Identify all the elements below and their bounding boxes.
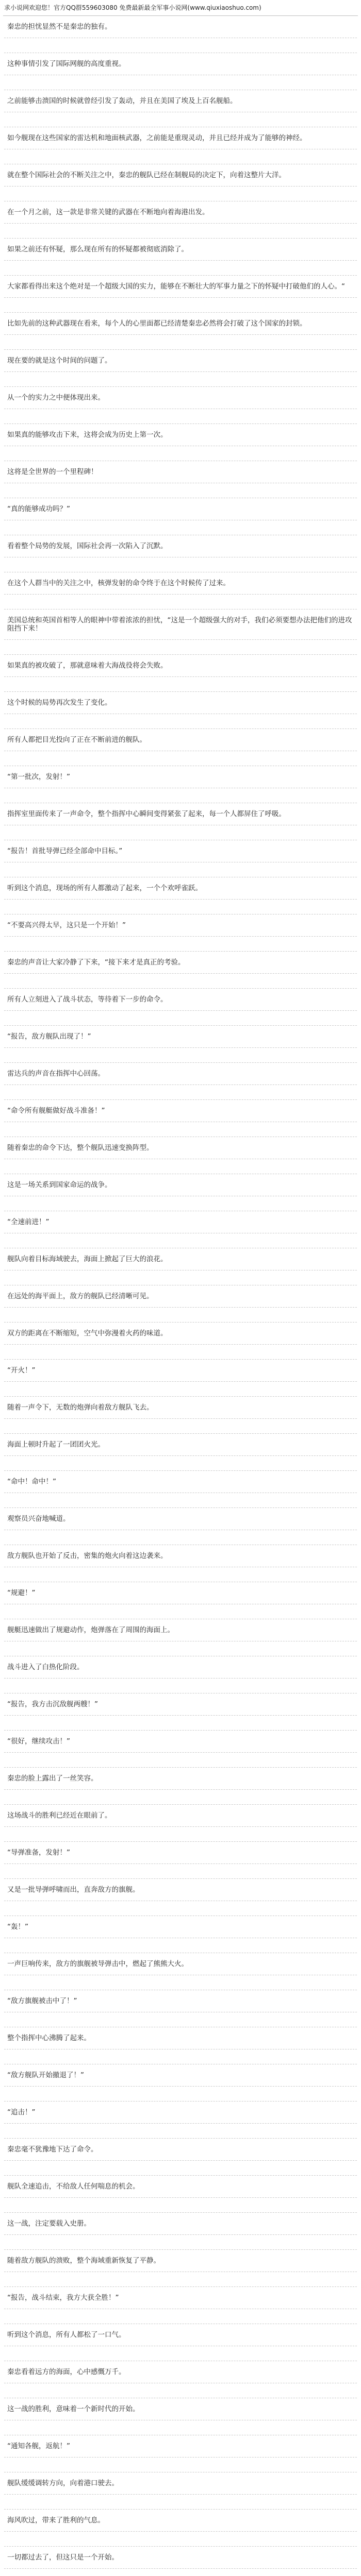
paragraph: 指挥室里面传来了一声命令，整个指挥中心瞬间变得紧张了起来，每一个人都屏住了呼吸。: [4, 803, 357, 825]
paragraph-spacer: [4, 1270, 357, 1285]
paragraph: 海面上顿时升起了一团团火光。: [4, 1434, 357, 1456]
paragraph: “报告，敌方舰队出现了！”: [4, 1026, 357, 1048]
paragraph-spacer: [4, 974, 357, 989]
paragraph: “导弹准备，发射！”: [4, 1842, 357, 1864]
paragraph: “规避！”: [4, 1582, 357, 1604]
paragraph-spacer: [4, 2309, 357, 2324]
paragraph-spacer: [4, 1456, 357, 1471]
paragraph: 在一个月之前，这一款是非常关键的武器在不断地向着海港出发。: [4, 201, 357, 224]
paragraph: 一声巨响传来，敌方的旗舰被导弹击中，燃起了熊熊大火。: [4, 1953, 357, 1975]
paragraph: 秦忠的声音让大家冷静了下来，“接下来才是真正的考验。: [4, 952, 357, 974]
paragraph: 战斗进入了白热化阶段。: [4, 1656, 357, 1679]
paragraph-spacer: [4, 1308, 357, 1323]
paragraph: 秦忠看着远方的海面，心中感慨万千。: [4, 2361, 357, 2383]
paragraph: 所有人立刻进入了战斗状态，等待着下一步的命令。: [4, 989, 357, 1011]
paragraph: 舰队全速追击，不给敌人任何喘息的机会。: [4, 2176, 357, 2198]
paragraph-spacer: [4, 483, 357, 498]
paragraph: 如今舰现在这些国家的雷达机和地面核武器，之前能是重现灵动，并且已经并成为了能够的神经。: [4, 127, 357, 149]
paragraph: “敌方舰队开始撤退了！”: [4, 2064, 357, 2087]
paragraph: 这一战的胜利，意味着一个新时代的开始。: [4, 2398, 357, 2420]
paragraph-spacer: [4, 825, 357, 840]
paragraph-spacer: [4, 38, 357, 53]
paragraph: 秦忠的脸上露出了一丝笑容。: [4, 1768, 357, 1790]
paragraph-spacer: [4, 520, 357, 535]
paragraph-spacer: [4, 1233, 357, 1248]
paragraph-spacer: [4, 1901, 357, 1916]
paragraph: 这场战斗的胜利已经近在眼前了。: [4, 1805, 357, 1827]
paragraph: 随着敌方舰队的溃败，整个海域重新恢复了平静。: [4, 2250, 357, 2272]
paragraph: 舰队缓缓调转方向，向着港口驶去。: [4, 2472, 357, 2495]
paragraph-spacer: [4, 1679, 357, 1693]
paragraph-spacer: [4, 1864, 357, 1879]
paragraph: “命令所有舰艇做好战斗准备！”: [4, 1100, 357, 1122]
paragraph-spacer: [4, 937, 357, 952]
paragraph-spacer: [4, 372, 357, 387]
paragraph-spacer: [4, 1085, 357, 1100]
paragraph: “全速前进！”: [4, 1211, 357, 1233]
paragraph-spacer: [4, 2383, 357, 2398]
paragraph-spacer: [4, 1790, 357, 1805]
paragraph: 观察员兴奋地喊道。: [4, 1508, 357, 1530]
paragraph-spacer: [4, 187, 357, 201]
paragraph-spacer: [4, 1382, 357, 1397]
paragraph: “真的能够成功吗？”: [4, 498, 357, 520]
paragraph-spacer: [4, 640, 357, 655]
paragraph-spacer: [4, 2272, 357, 2287]
paragraph-spacer: [4, 1938, 357, 1953]
paragraph: 这个时候的局势再次发生了变化。: [4, 692, 357, 714]
paragraph-spacer: [4, 224, 357, 239]
paragraph: “命中！命中！”: [4, 1471, 357, 1493]
paragraph: “追击！”: [4, 2102, 357, 2124]
paragraph: 这将是全世界的一个里程碑！: [4, 461, 357, 483]
paragraph: “敌方旗舰被击中了！”: [4, 1990, 357, 2012]
paragraph: 一切都过去了，但这只是一个开始。: [4, 2547, 357, 2569]
paragraph: 这种事情引发了国际网舰的高度重视。: [4, 53, 357, 75]
paragraph: “第一批次，发射！”: [4, 766, 357, 788]
paragraph: “报告，我方击沉敌舰两艘！”: [4, 1693, 357, 1716]
paragraph: 就在整个国际社会的不断关注之中，秦忠的舰队已经在制舰局的决定下，向着这整片大洋。: [4, 164, 357, 187]
paragraph-spacer: [4, 751, 357, 766]
paragraph-spacer: [4, 1159, 357, 1174]
paragraph: “开火！”: [4, 1360, 357, 1382]
paragraph-spacer: [4, 409, 357, 424]
paragraph-spacer: [4, 714, 357, 729]
paragraph: 随着一声令下，无数的炮弹向着敌方舰队飞去。: [4, 1397, 357, 1419]
paragraph: 双方的距离在不断缩短，空气中弥漫着火药的味道。: [4, 1323, 357, 1345]
paragraph-spacer: [4, 298, 357, 313]
paragraph-spacer: [4, 2124, 357, 2139]
paragraph: 现在要的就是这个时间的问题了。: [4, 350, 357, 372]
paragraph-spacer: [4, 2087, 357, 2102]
paragraph-spacer: [4, 1975, 357, 1990]
paragraph-spacer: [4, 446, 357, 461]
paragraph: 在这个人群当中的关注之中，核弹发射的命令终于在这个时候传了过来。: [4, 572, 357, 595]
paragraph: 舰队向着目标海域驶去，海面上掀起了巨大的浪花。: [4, 1248, 357, 1270]
paragraph-spacer: [4, 2569, 357, 2576]
paragraph-spacer: [4, 1530, 357, 1545]
paragraph: 大家都看得出来这个绝对是一个超级大国的实力，能够在不断壮大的军事力量之下的怀疑中打破他们的人心。“: [4, 276, 357, 298]
chapter-content: [0, 16, 361, 2576]
paragraph-spacer: [4, 557, 357, 572]
paragraph-spacer: [4, 1641, 357, 1656]
paragraph-spacer: [4, 1716, 357, 1731]
paragraph-spacer: [4, 2012, 357, 2027]
paragraph-spacer: [4, 1122, 357, 1137]
paragraph: 之前能够击溃国的时候就曾经引发了轰动，并且在美国了埃及上百名舰船。: [4, 90, 357, 112]
paragraph: 这是一场关系到国家命运的战争。: [4, 1174, 357, 1196]
paragraph-spacer: [4, 149, 357, 164]
paragraph-spacer: [4, 1567, 357, 1582]
paragraph-spacer: [4, 1753, 357, 1768]
paragraph: 舰艇迅速做出了规避动作，炮弹落在了周围的海面上。: [4, 1619, 357, 1641]
paragraph: 如果之前还有怀疑，那么现在所有的怀疑都被彻底消除了。: [4, 239, 357, 261]
paragraph-spacer: [4, 1345, 357, 1360]
paragraph: “轰！”: [4, 1916, 357, 1938]
paragraph-spacer: [4, 1419, 357, 1434]
paragraph: 秦忠毫不犹豫地下达了命令。: [4, 2139, 357, 2161]
paragraph-spacer: [4, 677, 357, 692]
paragraph: 所有人都把目光投向了正在不断前进的舰队。: [4, 729, 357, 751]
paragraph-spacer: [4, 1196, 357, 1211]
paragraph-spacer: [4, 788, 357, 803]
paragraph-spacer: [4, 2235, 357, 2250]
paragraph: 海风吹过，带来了胜利的气息。: [4, 2510, 357, 2532]
paragraph: 从一个的实力之中便体现出来。: [4, 387, 357, 409]
paragraph: 这一战，注定要载入史册。: [4, 2213, 357, 2235]
paragraph: “很好，继续攻击！”: [4, 1731, 357, 1753]
paragraph-spacer: [4, 2495, 357, 2510]
paragraph-spacer: [4, 335, 357, 350]
paragraph-spacer: [4, 75, 357, 90]
paragraph-spacer: [4, 1604, 357, 1619]
paragraph-spacer: [4, 1827, 357, 1842]
paragraph-spacer: [4, 900, 357, 914]
paragraph-spacer: [4, 261, 357, 276]
paragraph: “报告，战斗结束，我方大获全胜！”: [4, 2287, 357, 2309]
paragraph: 又是一批导弹呼啸而出，直奔敌方的旗舰。: [4, 1879, 357, 1901]
paragraph-spacer: [4, 1493, 357, 1508]
paragraph: 如果真的被攻破了，那就意味着大海战役将会失败。: [4, 655, 357, 677]
paragraph-spacer: [4, 2161, 357, 2176]
paragraph: 敌方舰队也开始了反击，密集的炮火向着这边袭来。: [4, 1545, 357, 1567]
paragraph: 在远处的海平面上，敌方的舰队已经清晰可见。: [4, 1285, 357, 1308]
paragraph: 如果真的能够攻击下来，这将会成为历史上第一次。: [4, 424, 357, 446]
paragraph: 秦忠的担忧显然不是秦忠的独有。: [4, 16, 357, 38]
paragraph-spacer: [4, 2458, 357, 2472]
paragraph-spacer: [4, 2198, 357, 2213]
paragraph: “报告！首批导弹已经全部命中目标。”: [4, 840, 357, 862]
paragraph-spacer: [4, 112, 357, 127]
paragraph: 听到这个消息，现场的所有人都激动了起来，一个个欢呼雀跃。: [4, 877, 357, 900]
paragraph: “通知各舰，返航！”: [4, 2435, 357, 2458]
paragraph-spacer: [4, 1011, 357, 1026]
paragraph-spacer: [4, 2049, 357, 2064]
paragraph-spacer: [4, 595, 357, 609]
paragraph: 比如先前的这种武器现在看来，每个人的心里面都已经清楚秦忠必然将会打破了这个国家的封锁。: [4, 313, 357, 335]
paragraph-spacer: [4, 2420, 357, 2435]
paragraph-spacer: [4, 862, 357, 877]
paragraph-spacer: [4, 1048, 357, 1063]
paragraph: “不要高兴得太早，这只是一个开始！”: [4, 914, 357, 937]
paragraph: 看着整个局势的发展，国际社会再一次陷入了沉默。: [4, 535, 357, 557]
site-banner: 求小说网欢迎您！官方QQ群559603080 免费最新最全军事小说网(www.qiuxiaoshuo.com): [4, 4, 261, 11]
paragraph: 雷达兵的声音在指挥中心回荡。: [4, 1063, 357, 1085]
paragraph-spacer: [4, 2346, 357, 2361]
paragraph-spacer: [4, 2532, 357, 2547]
paragraph: 整个指挥中心沸腾了起来。: [4, 2027, 357, 2049]
paragraph: 听到这个消息，所有人都松了一口气。: [4, 2324, 357, 2346]
paragraph: 美国总统和英国首相等人的眼神中带着浓浓的担忧，“这是一个超级强大的对手，我们必须要想办法把他们的进攻阻挡下来！: [4, 609, 357, 640]
paragraph: 随着秦忠的命令下达，整个舰队迅速变换阵型。: [4, 1137, 357, 1159]
